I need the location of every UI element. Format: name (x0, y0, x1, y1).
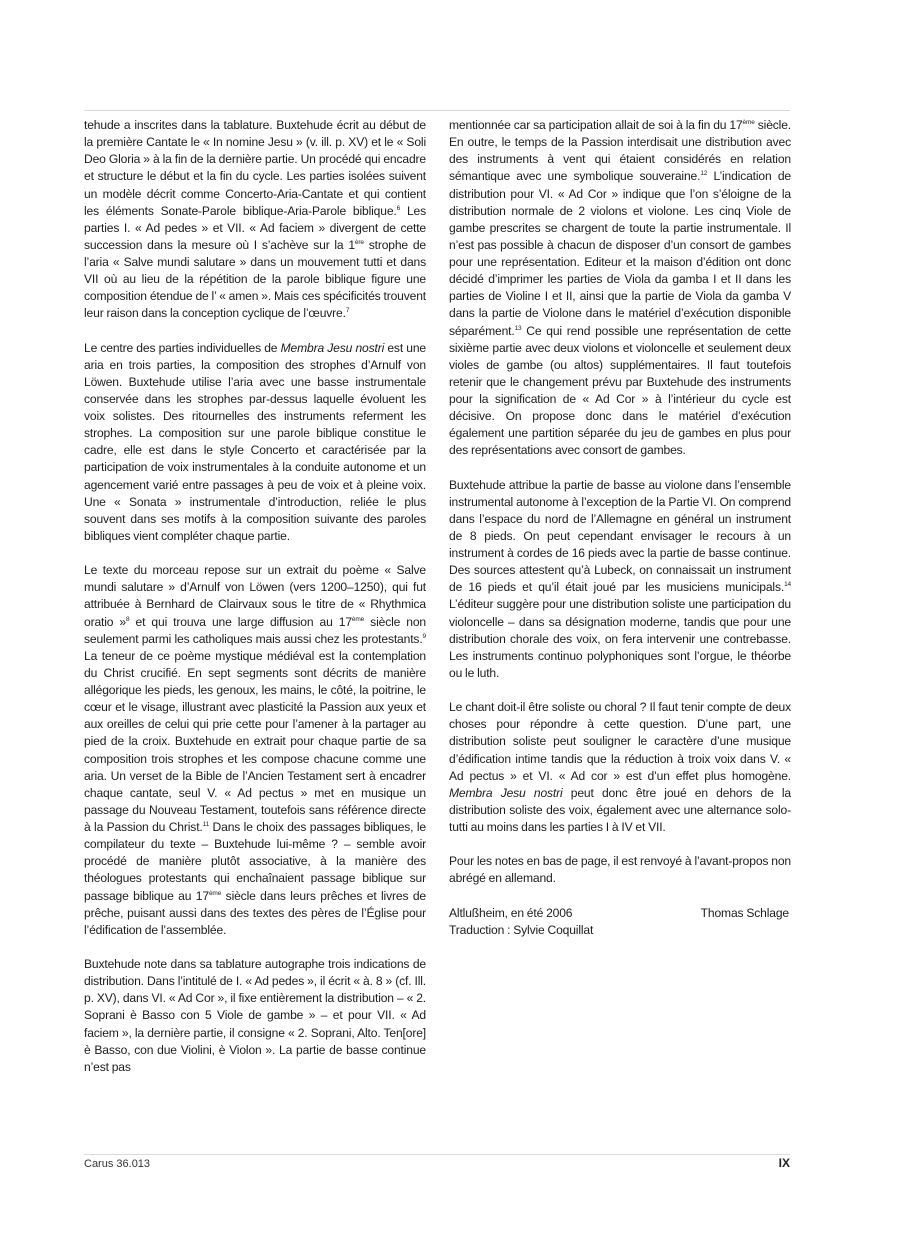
paragraph (449, 117, 791, 460)
text-run: siècle. En outre, le temps de la Passion interdisait une distribution avec des instruments à vent qui étaient considérés en relation sémantique avec une symbolique souveraine. (449, 118, 792, 184)
italic-title: Membra Jesu nostri (449, 785, 563, 800)
footnote-marker: 11 (202, 821, 210, 829)
footnote-marker: 8 (126, 615, 130, 623)
footnote-marker: ère (354, 238, 364, 246)
page-number: IX (778, 1156, 790, 1170)
left-column (84, 117, 426, 1076)
text-run: L’éditeur suggère pour une distribution soliste une participation du violoncelle – dans sa désignation moderne, tandis que pour une distribution chorale des voix, on fera intervenir une contrebasse. Les instruments continuo polyphoniques sont l’orgue, le théorbe ou le luth. (449, 597, 791, 680)
footnote-marker: ème (742, 119, 755, 126)
author-name: Thomas Schlage (700, 905, 789, 920)
place-date: Altlußheim, en été 2006 (449, 905, 573, 920)
footnote-marker: 6 (396, 204, 401, 212)
footer-rule (84, 1154, 790, 1155)
text-run: tehude a inscrites dans la tablature. Buxtehude écrit au début de la première Cantate le « In nomine Jesu » (v. ill. p. XV) et le « Soli Deo Gloria » à la fin de la dernière partie. Un procédé qui encadre et structure le début et la fin du cycle. Les parties isolées suivent un modèle décrit comme Concerto-Aria-Cantate et qui contient les éléments Sonate-Parole biblique-Aria-Parole biblique. (84, 118, 426, 218)
text-run: peut donc être joué en dehors de la distribution soliste des voix, également avec une alternance solo-tutti au moins dans les parties I à IV et VII. (449, 785, 791, 835)
translator-credit: Traduction : Sylvie Coquillat (449, 922, 594, 937)
paragraph (449, 853, 791, 887)
text-run: Buxtehude attribue la partie de basse au violone dans l’ensemble instrumental autonome à l’exception de la Partie VI. On comprend dans l’espace du nord de l’Allemagne en général un instrument de 8 pieds. On peut cependant envisager le recours à un instrument à cordes de 16 pieds avec la partie de basse continue. Des sources attestent qu’à Lubeck, on connaissait un instrument de 16 pieds et qu’il était joué par les musiciens municipals. (449, 477, 791, 595)
paragraph (449, 477, 791, 683)
text-run: Dans le choix des passages bibliques, le compilateur du texte – Buxtehude lui-même ? – semble avoir procédé de manière plutôt associative, à la manière des théologues protestants qui enchaînaient passage biblique sur passage biblique au 17 (84, 820, 426, 903)
text-run: Pour les notes en bas de page, il est renvoyé à l’avant-propos non abrégé en allemand. (449, 854, 791, 886)
text-run: Les parties I. « Ad pedes » et VII. « Ad faciem » divergent de cette succession dans la mesure où I s’achève sur la 1 (84, 203, 426, 252)
text-run: Le texte du morceau repose sur un extrait du poème « Salve mundi salutare » d’Arnulf von Löwen (vers 1200–1250), qui fut attribuée à Bernhard de Clairvaux sous le titre de « Rhythmica oratio » (84, 563, 426, 629)
text-run: siècle non seulement parmi les catholiques mais aussi chez les protestants. (84, 614, 427, 646)
italic-title: Membra Jesu nostri (280, 340, 385, 355)
paragraph (449, 699, 791, 836)
footnote-marker: ème (351, 615, 365, 623)
text-run: Buxtehude note dans sa tablature autographe trois indications de distribution. Dans l’intitulé de I. « Ad pedes », il écrit « à. 8 » (cf. Ill. p. XV), dans VI. « Ad Cor », il fixe entièrement la distribution – « 2. Soprani è Basso con 5 Viole de gambe » – et pour VII. « Ad faciem », la dernière partie, il consigne « 2. Soprani, Alto. Ten[ore] è Basso, con due Violini, è Violon ». La partie de basse continue n’est pas (84, 957, 426, 1074)
signature-line (449, 905, 791, 922)
right-column (449, 117, 791, 939)
footnote-marker: 7 (345, 307, 350, 315)
text-run: Le centre des parties individuelles de (84, 340, 281, 355)
footnote-marker: 9 (422, 632, 426, 640)
paragraph (84, 956, 426, 1076)
paragraph (84, 562, 426, 939)
text-run: mentionnée car sa participation allait de soi à la fin du 17 (449, 118, 743, 132)
footnote-marker: ème (208, 889, 222, 897)
text-run: strophe de l’aria « Salve mundi salutare » dans un mouvement tutti et dans VII où au lieu de la répétition de la parole biblique figure une composition étendue de l’ « amen ». Mais ces spécificités trouvent leur raison dans la conception cyclique de l’œuvre. (84, 237, 426, 321)
text-run: Ce qui rend possible une représentation de cette sixième partie avec deux violons et violoncelle et seulement deux violes de gambe (ou altos) supplémentaires. Il faut toutefois retenir que le changement prévu par Buxtehude des instruments pour la signification de « Ad Cor » à l’intérieur du cycle est décisive. On propose donc dans le matériel d’exécution également une partition séparée du jeu de gambes en plus pour des représentations avec consort de gambes. (449, 323, 791, 458)
footnote-marker: 12 (700, 170, 708, 178)
paragraph (84, 340, 426, 546)
text-run: La teneur de ce poème mystique médiéval est la contemplation du Christ crucifié. En sept segments sont décrits de manière allégorique les pieds, les genoux, les mains, le côté, la poitrine, le cœur et le visage, illustrant avec plasticité la Passion aux yeux et aux oreilles de celui qui prie cette pour l’amener à la partager au pied de la croix. Buxtehude en extrait pour chaque partie de sa composition trois strophes et les compose chacune comme une aria. Un verset de la Bible de l’Ancien Testament sert à encadrer chaque cantate, seul V. « Ad pectus » met en musique un passage du Nouveau Testament, toutefois sans référence directe à la Passion du Christ. (84, 648, 426, 835)
footnote-marker: 13 (514, 324, 522, 332)
signature-block (449, 905, 791, 939)
text-run: est une aria en trois parties, la composition des strophes d’Arnulf von Löwen. Buxtehude utilise l’aria avec une basse instrumentale conservée dans les strophes par-dessus laquelle évoluent les voix solistes. Des ritournelles des instruments referment les strophes. La composition sur une parole biblique constitue le cadre, elle est dans le style Concerto et caractérisée par la participation de voix instrumentales à la conduite autonome et un agencement varié entre passages à peu de voix et à pleine voix. Une « Sonata » instrumentale d’introduction, reliée le plus souvent dans ses motifs à la composition suivante des paroles bibliques vient compléter chaque partie. (84, 340, 426, 543)
text-run: L’indication de distribution pour VI. « Ad Cor » indique que l’on s’éloigne de la distribution normale de 2 violons et violone. Les cinq Viole de gambe prescrites se chargent de toute la partie instrumentale. Il n’est pas possible à chacun de disposer d’un consort de gambes pour une représentation. Editeur et la maison d’édition ont donc décidé d’imprimer les parties de Viola da gamba I et II dans les parties de Violine I et II, ainsi que la partie de Viola da gamba V dans la partie de Violone dans le matériel d’exécution disponible séparément. (449, 169, 791, 338)
header-rule (84, 110, 790, 111)
text-run: et qui trouva une large diffusion au 17 (129, 614, 352, 629)
text-run: siècle dans leurs prêches et livres de prêche, puisant aussi dans des textes des pères de l’Église pour l’édification de l’assemblée. (84, 888, 426, 937)
footnote-marker: 14 (784, 581, 791, 589)
paragraph (84, 117, 426, 323)
text-run: Le chant doit-il être soliste ou choral ? Il faut tenir compte de deux choses pour répondre à cette question. D’une part, une distribution soliste peut souligner le caractère d’une musique d’édification intime tandis que la réduction à troix voix dans V. « Ad pectus » et VI. « Ad cor » est d’un effet plus homogène. (449, 700, 791, 783)
catalog-number: Carus 36.013 (84, 1158, 151, 1170)
